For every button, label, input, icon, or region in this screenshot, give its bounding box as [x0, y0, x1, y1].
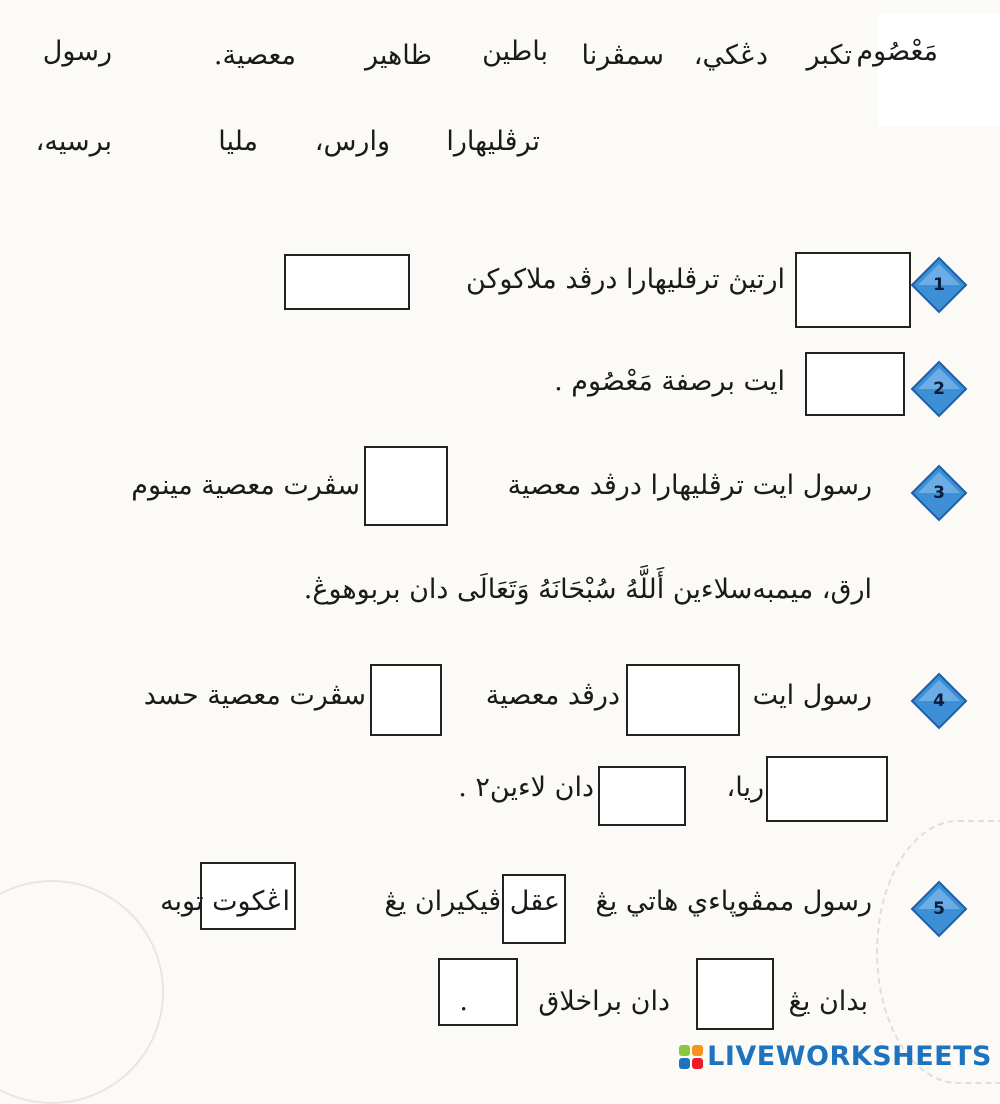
question-5-text-a: رسول ممڤوڽاءي هاتي يڠ [595, 886, 872, 917]
answer-box-3[interactable] [364, 446, 448, 526]
question-1-text: ارتيڽ ترڤليهارا درڤد ملاكوكن [465, 264, 785, 295]
word-bank-item: مليا [218, 126, 258, 157]
question-5-text-line2-c: . [459, 986, 468, 1017]
word-bank-item: رسول [42, 36, 112, 67]
word-bank-item: ظاهير [365, 40, 432, 71]
question-4-text-line2-a: ريا، [726, 772, 764, 803]
question-3-text-b: سڤرت معصية مينوم [131, 470, 360, 501]
question-3-text-a: رسول ايت ترڤليهارا درڤد معصية [507, 470, 872, 501]
question-4-text-a: رسول ايت [752, 680, 872, 711]
answer-box-5d[interactable] [438, 958, 518, 1026]
word-bank-item: وارس، [314, 126, 390, 157]
word-bank-item: ترڤليهارا [446, 126, 540, 157]
liveworksheets-logo-icon [679, 1045, 703, 1069]
answer-box-5c[interactable] [696, 958, 774, 1030]
question-4-text-line2-b: دان لاءين٢ . [458, 772, 594, 803]
word-bank-item: باطين [482, 36, 548, 67]
question-5-text-line2-a: بدان يڠ [788, 986, 868, 1017]
answer-box-4d[interactable] [598, 766, 686, 826]
question-3-text-line2: ارق، ميمبەسلاءين أَللَّهُ سُبْحَانَهُ وَتَعَالَى دان بربوهوڠ. [303, 574, 872, 605]
word-bank-item: برسيه، [35, 126, 112, 157]
question-number-badge: 3 [910, 464, 968, 522]
question-number-badge: 1 [910, 256, 968, 314]
question-5-text-b: عقل ڤيكيران يڠ [384, 886, 560, 917]
answer-box-4b[interactable] [370, 664, 442, 736]
answer-box-2[interactable] [805, 352, 905, 416]
question-5-text-c: اڠكوت توبه [160, 886, 290, 917]
word-bank-item: تكبر [806, 40, 852, 71]
question-number-badge: 5 [910, 880, 968, 938]
liveworksheets-brand [679, 1041, 992, 1072]
word-bank-item: سمڤرنا [581, 40, 664, 71]
answer-box-4a[interactable] [626, 664, 740, 736]
brand-text: LIVEWORKSHEETS [707, 1041, 992, 1072]
question-number-badge: 2 [910, 360, 968, 418]
word-bank-item: دڠكي، [693, 40, 768, 71]
question-4-text-b: درڤد معصية [485, 680, 620, 711]
question-4-text-c: سڤرت معصية حسد [143, 680, 366, 711]
background-swirl-left [0, 880, 164, 1104]
answer-box-1b[interactable] [284, 254, 410, 310]
answer-box-1a[interactable] [795, 252, 911, 328]
word-bank-item: مَعْصُوم [856, 36, 938, 67]
question-5-text-line2-b: دان براخلاق [538, 986, 670, 1017]
answer-box-4c[interactable] [766, 756, 888, 822]
word-bank-highlight [878, 14, 1000, 126]
question-2-text: ايت برصفة مَعْصُوم . [554, 366, 785, 397]
question-number-badge: 4 [910, 672, 968, 730]
word-bank-item: معصية. [213, 40, 296, 71]
